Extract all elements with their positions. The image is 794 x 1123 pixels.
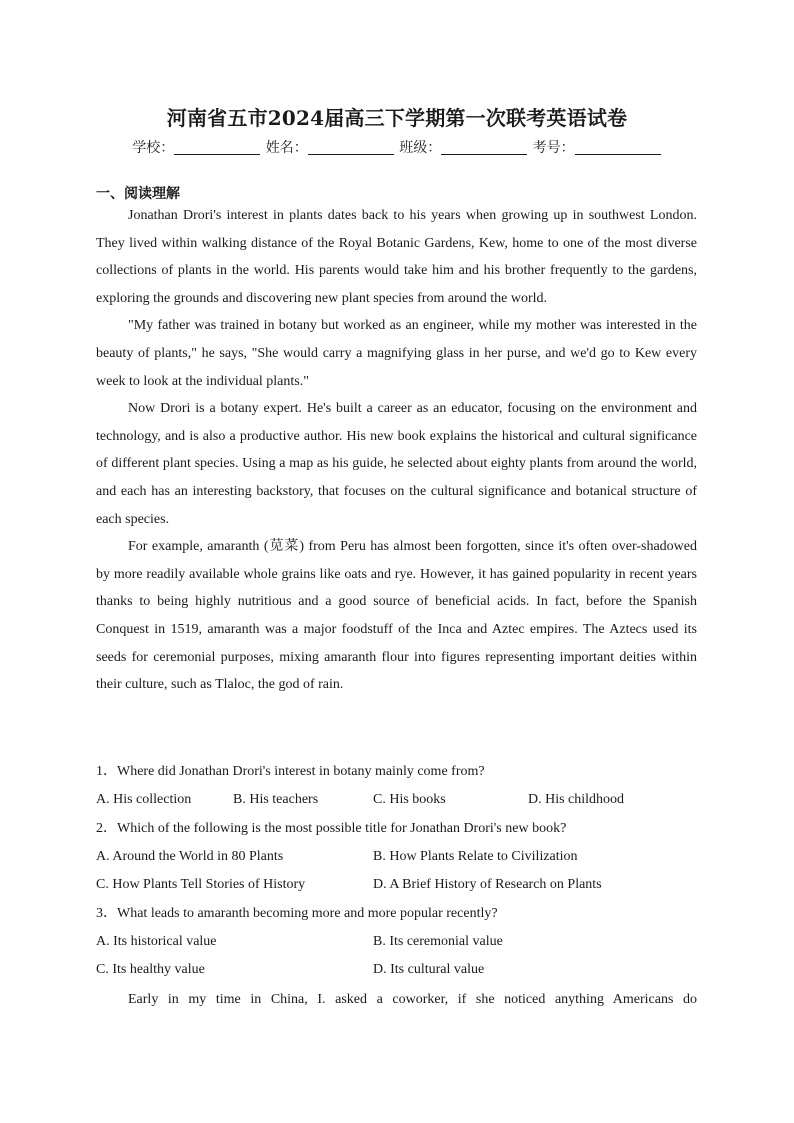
question-3-stem: 3．What leads to amaranth becoming more and more popular recently? [96,906,498,921]
reading-passage [96,202,697,699]
q3-option-b[interactable]: B. Its ceremonial value [373,934,503,949]
q1-option-c[interactable]: C. His books [373,792,446,807]
exam-title: 河南省五市2024届高三下学期第一次联考英语试卷 [166,106,628,130]
question-3-options-row2 [96,956,697,984]
q1-option-d[interactable]: D. His childhood [528,792,625,807]
class-blank[interactable] [441,139,527,155]
q1-option-b[interactable]: B. His teachers [233,792,319,807]
section-heading: 一、阅读理解 [96,186,180,202]
question-1-stem: 1．Where did Jonathan Drori's interest in botany mainly come from? [96,764,485,779]
q2-option-c[interactable]: C. How Plants Tell Stories of History [96,877,306,892]
question-1-options [96,786,697,814]
student-info-line [0,137,794,157]
school-label: 学校： [132,140,175,156]
passage-paragraph-4: For example, amaranth (苋菜) from Peru has almost been forgotten, since it's often over-shadowed by more readily available whole grains like oats and rye. However, it has gained popularity in recent years thanks to being highly nutritious and a good source of beneficial acids. In fact, before the Spanish Conquest in 1519, amaranth was a major foodstuff of the Inca and Aztec empires. The Aztecs used its seeds for ceremonial purposes, mixing amaranth flour into figures representing important deities within their culture, such as Tlaloc, the god of rain. [96,539,697,693]
next-passage [96,986,697,1014]
next-passage-first-line: Early in my time in China, I. asked a coworker, if she noticed anything Americans do [128,992,697,1007]
class-label: 班级： [399,140,442,156]
school-blank[interactable] [174,139,260,155]
question-list [96,757,697,984]
exam-number-label: 考号： [532,140,575,156]
q2-option-d[interactable]: D. A Brief History of Research on Plants [373,877,602,892]
name-label: 姓名： [265,140,308,156]
question-2-options-row1 [96,843,697,871]
question-2-stem: 2．Which of the following is the most possible title for Jonathan Drori's new book? [96,821,567,836]
q2-option-b[interactable]: B. How Plants Relate to Civilization [373,849,578,864]
q2-option-a[interactable]: A. Around the World in 80 Plants [96,849,284,864]
question-2-options-row2 [96,871,697,899]
passage-paragraph-3: Now Drori is a botany expert. He's built a career as an educator, focusing on the environment and technology, and is also a productive author. His new book explains the historical and cultural significance of different plant species. Using a map as his guide, he selected about eighty plants from around the world, and each has an interesting backstory, that focuses on the cultural significance and botanical structure of each species. [96,401,697,527]
passage-paragraph-2: "My father was trained in botany but worked as an engineer, while my mother was interested in the beauty of plants," he says, "She would carry a magnifying glass in her purse, and we'd go to Kew every week to look at the individual plants." [96,318,697,389]
question-3-options-row1 [96,928,697,956]
exam-number-blank[interactable] [575,139,661,155]
q1-option-a[interactable]: A. His collection [96,792,192,807]
q3-option-a[interactable]: A. Its historical value [96,934,217,949]
passage-paragraph-1: Jonathan Drori's interest in plants dates back to his years when growing up in southwest London. They lived within walking distance of the Royal Botanic Gardens, Kew, home to one of the most diverse collections of plants in the world. His parents would take him and his brother frequently to the gardens, exploring the grounds and discovering new plant species from around the world. [96,208,697,306]
name-blank[interactable] [308,139,394,155]
q3-option-d[interactable]: D. Its cultural value [373,962,485,977]
q3-option-c[interactable]: C. Its healthy value [96,962,205,977]
